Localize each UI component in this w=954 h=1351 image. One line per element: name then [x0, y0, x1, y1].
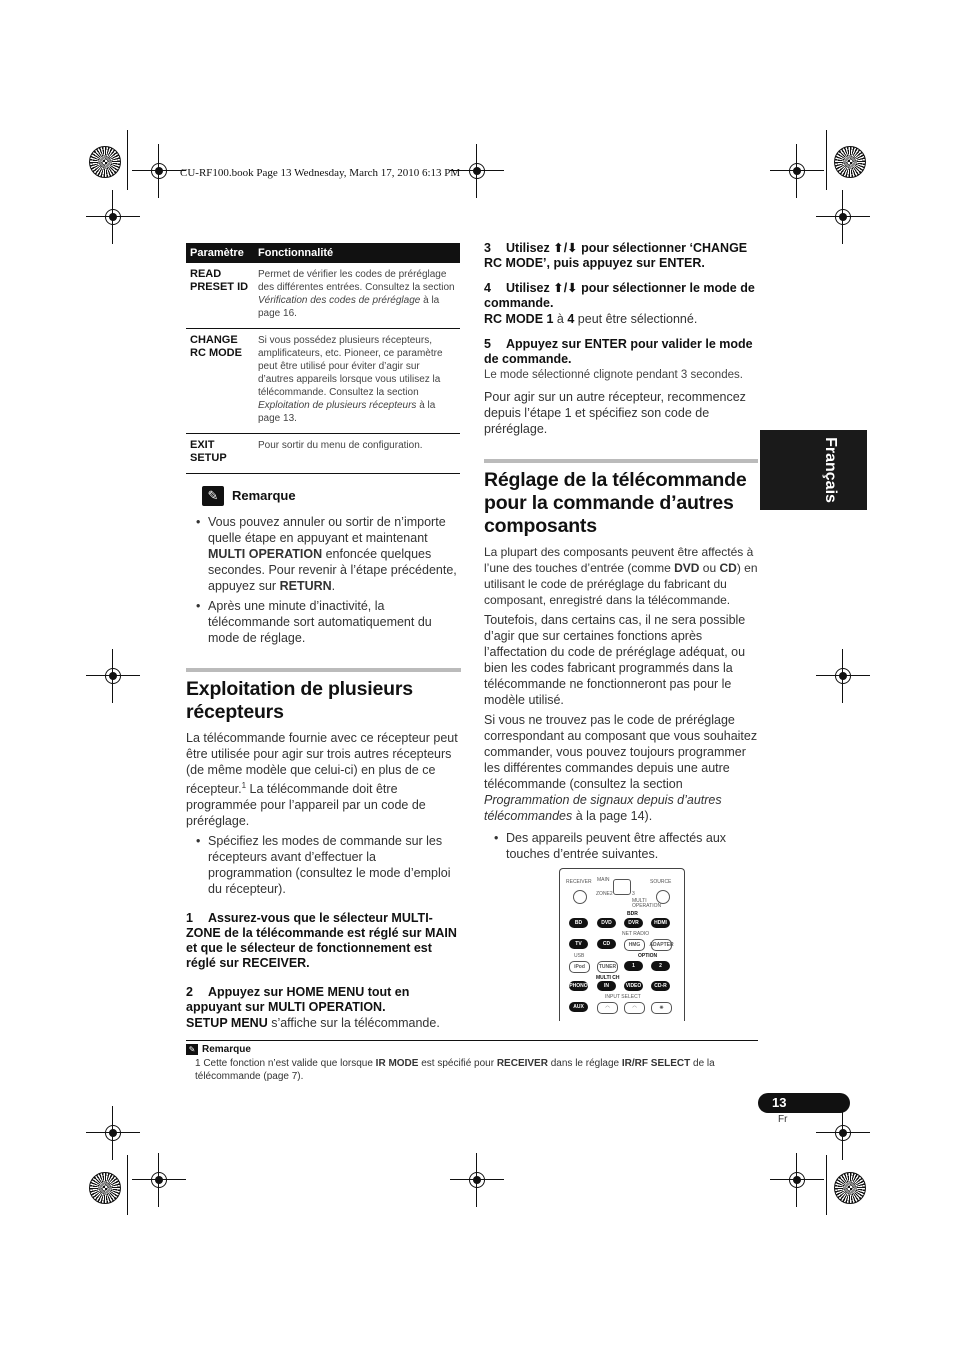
crosshair-mark: [830, 204, 856, 230]
crop-mark: [826, 1155, 827, 1215]
remote-button-cd: CD: [597, 939, 616, 949]
remote-button-bd: BD: [569, 918, 588, 928]
list-item: • Spécifiez les modes de commande sur les récepteurs avant d’effectuer la programmation (consultez le mode d’emploi du récepteur).: [186, 833, 461, 897]
remote-label-multi-operation: MULTI OPERATION: [632, 898, 662, 909]
table-header-function: Fonctionnalité: [254, 243, 460, 263]
language-tab: Français: [760, 430, 867, 510]
footnote-text: 1 Cette fonction n’est valide que lorsque IR MODE est spécifié pour RECEIVER dans le réglage IR/RF SELECT de la télécommande (page 7).: [195, 1058, 715, 1082]
table-row: [186, 434, 460, 474]
remote-button-light-icon: ✺: [651, 1002, 672, 1014]
table-cell-param: CHANGE RC MODE: [186, 329, 254, 434]
remote-button-video: VIDEO: [625, 983, 642, 989]
table-row: [186, 263, 460, 329]
bullet-list: [186, 833, 461, 897]
note-title: Remarque: [232, 488, 296, 503]
crosshair-mark: [830, 1120, 856, 1146]
remote-button-phono: PHONO: [569, 983, 588, 989]
table-cell-desc: Permet de vérifier les codes de préréglage des différentes entrées. Consultez la section Vérification des codes de préréglage à la page 16.: [254, 263, 460, 329]
section-divider: [186, 668, 461, 672]
step-4-detail: RC MODE 1 à 4 peut être sélectionné.: [484, 312, 698, 326]
remote-button-in: IN: [597, 981, 616, 991]
section-title: Exploitation de plusieurs récepteurs: [186, 678, 413, 723]
remote-label-netradio: NET RADIO: [622, 931, 650, 937]
note-list: [186, 514, 461, 646]
body-paragraph: Pour agir sur un autre récepteur, recommencez depuis l’étape 1 et spécifiez son code de préréglage.: [484, 390, 746, 436]
remote-label-zone2: ZONE2: [596, 891, 613, 897]
remote-label-inputselect: INPUT SELECT: [605, 994, 641, 1000]
step-5: 5 Appuyez sur ENTER pour valider le mode de commande.: [484, 337, 753, 366]
registration-rosette: [89, 146, 121, 178]
body-paragraph: Toutefois, dans certains cas, il ne sera possible d’agir que sur certaines fonctions après l’affectation du code de préréglage adéquat, ou bien les codes fabricant programmés dans la télécommande ne fonctionneront pas pour le modèle utilisé.: [484, 613, 746, 707]
footnote: [186, 1043, 758, 1083]
body-paragraph: La plupart des composants peuvent être affectés à l’une des touches d’entrée (comme DVD ou CD) en utilisant le code de préréglage du fabricant du composant, enregistré dans la télécommande.: [484, 545, 758, 607]
crosshair-mark: [100, 663, 126, 689]
remote-label-main: MAIN: [597, 877, 610, 883]
step-1: 1 Assurez-vous que le sélecteur MULTI-ZONE de la télécommande est réglé sur MAIN et que le sélecteur de fonctionnement est réglé sur RECEIVER.: [186, 911, 457, 971]
pencil-note-icon: ✎: [202, 486, 224, 506]
remote-button-arrow-left-icon: ◠: [597, 1002, 618, 1014]
footnote-heading: ✎ Remarque: [186, 1043, 758, 1056]
remote-label-multich: MULTI CH: [596, 975, 620, 981]
pencil-note-icon: ✎: [186, 1044, 198, 1055]
crosshair-mark: [100, 1120, 126, 1146]
footnote-rule: [186, 1040, 758, 1041]
registration-rosette: [89, 1172, 121, 1204]
remote-button-cdr: CD-R: [651, 981, 670, 991]
bullet-list: [484, 830, 758, 862]
remote-button-dvr: DVR: [624, 918, 643, 928]
registration-rosette: [834, 1172, 866, 1204]
remote-control-illustration: [559, 868, 685, 1021]
remote-button-hdmi: HDMI: [651, 918, 670, 928]
table-header-parameter: Paramètre: [186, 243, 254, 263]
remote-button-2: 2: [651, 961, 670, 971]
remote-button-arrow-right-icon: ◠: [624, 1002, 645, 1014]
table-cell-param: EXIT SETUP: [186, 434, 254, 474]
crop-mark: [127, 1155, 128, 1215]
body-paragraph: La télécommande fournie avec ce récepteur peut être utilisée pour agir sur trois autres récepteurs (de même modèle que celui-ci) en plus de ce récepteur.$^1$ La télécommande doit être programmée pour l’appareil par un code de préréglage.: [186, 731, 458, 829]
crosshair-mark: [146, 158, 172, 184]
remote-label-zone3: 3: [632, 891, 635, 897]
step-3: 3 Utilisez ⬆/⬇ pour sélectionner ‘CHANGE RC MODE’, puis appuyez sur ENTER.: [484, 241, 748, 270]
section-divider: [484, 459, 758, 463]
parameter-table: [186, 243, 460, 474]
remote-button-dvd: DVD: [597, 918, 616, 928]
table-cell-param: READ PRESET ID: [186, 263, 254, 329]
remote-button-adapter: ADAPTER: [651, 939, 672, 951]
crop-mark: [127, 130, 128, 190]
remote-button-hmg: HMG: [624, 939, 645, 951]
multizone-switch: [613, 879, 631, 895]
note-bullet: • Après une minute d’inactivité, la télécommande sort automatiquement du mode de réglage.: [186, 598, 461, 646]
crosshair-mark: [464, 1167, 490, 1193]
remote-label-bdr: BDR: [627, 911, 638, 917]
list-item: • Des appareils peuvent être affectés aux touches d’entrée suivantes.: [484, 830, 758, 862]
registration-rosette: [834, 146, 866, 178]
print-header: CU-RF100.book Page 13 Wednesday, March 17, 2010 6:13 PM: [180, 167, 461, 179]
table-row: [186, 329, 460, 434]
remote-button-tuner: TUNER: [597, 961, 618, 973]
section-title: Réglage de la télécommande pour la commande d’autres composants: [484, 469, 747, 537]
body-paragraph: Si vous ne trouvez pas le code de préréglage correspondant au composant que vous souhaitez commander, vous pouvez toujours programmer les différentes commandes depuis une autre télécommande (consultez la section Programmation de signaux depuis d’autres télécommandes à la page 14).: [484, 713, 758, 823]
remote-button-1: 1: [624, 961, 643, 971]
crosshair-mark: [100, 204, 126, 230]
crosshair-mark: [784, 158, 810, 184]
note-bullet: • Vous pouvez annuler ou sortir de n’importe quelle étape en appuyant et maintenant MULTI OPERATION enfoncée quelques secondes. Pour revenir à l’étape précédente, appuyez sur RETURN.: [186, 514, 461, 594]
receiver-power-icon: [573, 890, 587, 904]
remote-label-usb: USB: [574, 953, 585, 959]
crosshair-mark: [464, 158, 490, 184]
step-2: 2 Appuyez sur HOME MENU tout en appuyant sur MULTI OPERATION.: [186, 985, 410, 1015]
step-5-detail: Le mode sélectionné clignote pendant 3 secondes.: [484, 369, 743, 381]
crosshair-mark: [830, 663, 856, 689]
remote-button-ipod: iPod: [569, 961, 590, 973]
remote-button-aux: AUX: [569, 1002, 588, 1012]
step-2-detail: SETUP MENU s’affiche sur la télécommande.: [186, 1016, 440, 1031]
language-code: Fr: [778, 1114, 788, 1125]
right-column: [484, 241, 758, 866]
note-heading: [202, 486, 461, 506]
crop-mark: [826, 130, 827, 190]
remote-label-option: OPTION: [638, 953, 658, 959]
crosshair-mark: [146, 1167, 172, 1193]
crosshair-mark: [784, 1167, 810, 1193]
left-column: [186, 243, 461, 1031]
table-cell-desc: Si vous possédez plusieurs récepteurs, amplificateurs, etc. Pioneer, ce paramètre peut être utilisé pour éviter d’agir sur d’autres appareils lorsque vous utilisez la télécommande. Consultez la section Exploitation de plusieurs récepteurs à la page 13.: [254, 329, 460, 434]
page-number-badge: 13: [758, 1093, 850, 1113]
remote-label-receiver: RECEIVER: [566, 879, 592, 885]
remote-label-source: SOURCE: [650, 879, 672, 885]
step-4: 4 Utilisez ⬆/⬇ pour sélectionner le mode de commande.: [484, 281, 755, 310]
remote-button-tv: TV: [569, 939, 588, 949]
table-cell-desc: Pour sortir du menu de configuration.: [254, 434, 460, 474]
